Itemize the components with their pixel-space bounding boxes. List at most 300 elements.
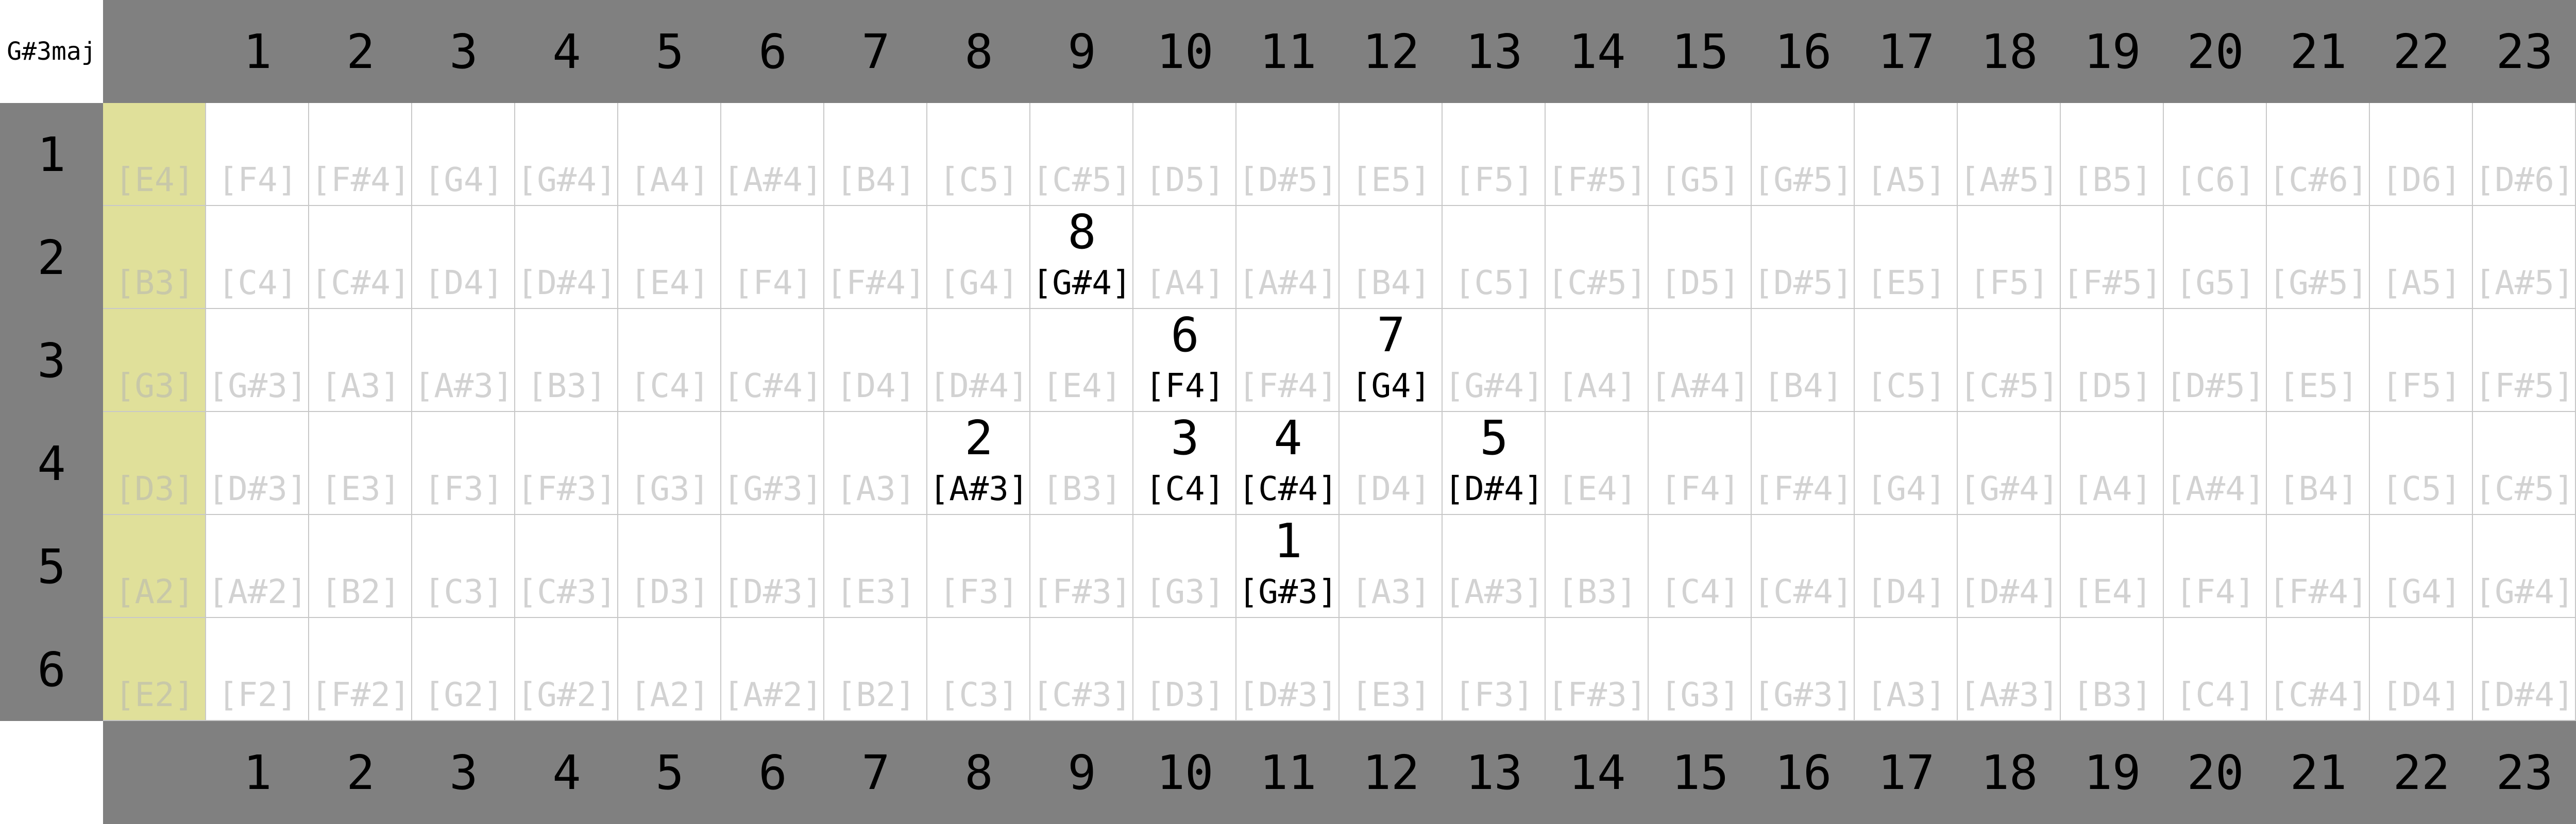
note-label: [D4]	[1866, 573, 1946, 611]
note-label: [A#3]	[1444, 573, 1544, 611]
note-label: [G2]	[423, 676, 504, 714]
fret-cell[interactable]	[206, 103, 309, 206]
note-label: [G#4]	[1032, 264, 1132, 302]
note-label: [A#2]	[208, 573, 308, 611]
chord-tone-cell[interactable]	[1236, 515, 1340, 618]
note-label: [D#4]	[1959, 573, 2059, 611]
fret-cell[interactable]	[1649, 103, 1752, 206]
finger-number: 3	[1171, 410, 1199, 466]
fret-cell[interactable]	[824, 412, 927, 515]
note-label: [A4]	[2072, 470, 2153, 508]
note-label: [F2]	[217, 676, 298, 714]
fret-cell[interactable]	[1030, 618, 1133, 721]
open-string-cell[interactable]	[103, 103, 206, 206]
fret-number-top: 19	[2083, 24, 2141, 79]
note-label: [F#4]	[1238, 367, 1338, 405]
fret-cell[interactable]	[2370, 103, 2473, 206]
fret-cell[interactable]	[721, 206, 824, 309]
note-label: [A#5]	[2475, 264, 2574, 302]
fret-cell[interactable]	[1236, 103, 1340, 206]
fret-cell[interactable]	[1236, 618, 1340, 721]
note-label: [G3]	[1145, 573, 1225, 611]
note-label: [A3]	[320, 367, 401, 405]
fret-cell[interactable]	[927, 206, 1030, 309]
open-string-cell[interactable]	[103, 412, 206, 515]
note-label: [A3]	[1866, 676, 1946, 714]
fret-cell[interactable]	[1649, 206, 1752, 309]
fret-cell[interactable]	[515, 515, 618, 618]
fret-number-top: 23	[2496, 24, 2553, 79]
fret-cell[interactable]	[2061, 103, 2164, 206]
fret-cell[interactable]	[1546, 412, 1649, 515]
fret-cell[interactable]	[1236, 309, 1340, 412]
chord-tone-cell[interactable]	[1030, 206, 1133, 309]
fret-cell[interactable]	[721, 618, 824, 721]
string-number-left: 4	[37, 436, 66, 491]
note-label: [C4]	[2175, 676, 2256, 714]
fret-number-bottom: 8	[964, 745, 993, 800]
fret-cell[interactable]	[1340, 618, 1443, 721]
fret-cell[interactable]	[618, 103, 721, 206]
fret-cell[interactable]	[1855, 309, 1958, 412]
fret-cell[interactable]	[927, 515, 1030, 618]
fret-cell[interactable]	[2061, 618, 2164, 721]
fret-cell[interactable]	[2473, 618, 2576, 721]
fret-cell[interactable]	[1443, 206, 1546, 309]
fret-cell[interactable]	[2267, 618, 2370, 721]
fret-cell[interactable]	[1546, 309, 1649, 412]
fret-cell[interactable]	[2267, 309, 2370, 412]
note-label: [D#4]	[517, 264, 617, 302]
note-label: [F5]	[2381, 367, 2462, 405]
fret-cell[interactable]	[412, 103, 515, 206]
note-label: [D#5]	[1753, 264, 1853, 302]
fret-cell[interactable]	[1340, 412, 1443, 515]
fret-cell[interactable]	[1752, 206, 1855, 309]
note-label: [E3]	[1351, 676, 1431, 714]
note-label: [A#4]	[1650, 367, 1750, 405]
fret-cell[interactable]	[1133, 103, 1236, 206]
fret-cell[interactable]	[618, 515, 721, 618]
note-label: [C4]	[217, 264, 298, 302]
finger-number: 2	[964, 410, 993, 466]
fret-cell[interactable]	[1855, 618, 1958, 721]
note-label: [C4]	[630, 367, 710, 405]
note-label: [G4]	[2381, 573, 2462, 611]
fret-cell[interactable]	[1546, 618, 1649, 721]
fret-cell[interactable]	[412, 618, 515, 721]
fret-cell[interactable]	[206, 412, 309, 515]
note-label: [F#3]	[1547, 676, 1647, 714]
note-label: [C4]	[1145, 470, 1225, 508]
note-label: [C4]	[1660, 573, 1740, 611]
fret-cell[interactable]	[206, 309, 309, 412]
note-label: [A5]	[1866, 161, 1946, 199]
fret-cell[interactable]	[1649, 309, 1752, 412]
note-label: [C#4]	[723, 367, 823, 405]
note-label: [F5]	[1969, 264, 2049, 302]
fret-cell[interactable]	[309, 412, 412, 515]
note-label: [D4]	[1351, 470, 1431, 508]
note-label: [F3]	[1454, 676, 1534, 714]
note-label: [D#5]	[1238, 161, 1338, 199]
fret-number-bottom: 4	[552, 745, 581, 800]
fret-cell[interactable]	[1752, 618, 1855, 721]
fret-cell[interactable]	[309, 309, 412, 412]
note-label: [C5]	[1866, 367, 1946, 405]
note-label: [C#6]	[2268, 161, 2368, 199]
note-label: [F4]	[1660, 470, 1740, 508]
fret-cell[interactable]	[2061, 309, 2164, 412]
fret-number-bottom: 1	[243, 745, 272, 800]
fret-cell[interactable]	[618, 206, 721, 309]
note-label: [A3]	[1351, 573, 1431, 611]
note-label: [E3]	[836, 573, 916, 611]
note-label: [G#4]	[1444, 367, 1544, 405]
string-number-left: 5	[37, 539, 66, 594]
note-label: [F#3]	[1032, 573, 1132, 611]
open-string-cell[interactable]	[103, 618, 206, 721]
note-label: [G#5]	[1753, 161, 1853, 199]
note-label: [B4]	[836, 161, 916, 199]
chord-tone-cell[interactable]	[1133, 309, 1236, 412]
note-label: [E4]	[2072, 573, 2153, 611]
finger-number: 7	[1377, 307, 1405, 363]
fret-cell[interactable]	[309, 206, 412, 309]
note-label: [G4]	[1866, 470, 1946, 508]
fret-cell[interactable]	[2267, 515, 2370, 618]
fret-number-bottom: 20	[2187, 745, 2244, 800]
fret-number-top: 14	[1568, 24, 1626, 79]
note-label: [E4]	[114, 161, 195, 199]
note-label: [G#4]	[1959, 470, 2059, 508]
string-number-left: 1	[37, 127, 66, 182]
note-label: [D4]	[2381, 676, 2462, 714]
fret-number-top: 17	[1877, 24, 1935, 79]
fret-cell[interactable]	[927, 103, 1030, 206]
note-label: [F4]	[2175, 573, 2256, 611]
note-label: [C6]	[2175, 161, 2256, 199]
note-label: [G5]	[1660, 161, 1740, 199]
fret-cell[interactable]	[1133, 618, 1236, 721]
note-label: [C#5]	[1032, 161, 1132, 199]
note-label: [D4]	[423, 264, 504, 302]
chord-tone-cell[interactable]	[927, 412, 1030, 515]
fret-cell[interactable]	[1443, 515, 1546, 618]
fret-cell[interactable]	[2370, 515, 2473, 618]
fret-number-top: 21	[2290, 24, 2347, 79]
fret-cell[interactable]	[309, 618, 412, 721]
note-label: [A4]	[1145, 264, 1225, 302]
fret-cell[interactable]	[2267, 206, 2370, 309]
fret-cell[interactable]	[2164, 618, 2267, 721]
fret-cell[interactable]	[2473, 206, 2576, 309]
note-label: [F#4]	[2268, 573, 2368, 611]
fret-cell[interactable]	[1546, 103, 1649, 206]
note-label: [C#4]	[1753, 573, 1853, 611]
fret-cell[interactable]	[1855, 412, 1958, 515]
fret-cell[interactable]	[206, 618, 309, 721]
fret-cell[interactable]	[309, 103, 412, 206]
note-label: [D6]	[2381, 161, 2462, 199]
fret-number-bottom: 12	[1362, 745, 1420, 800]
fret-number-bottom: 6	[758, 745, 787, 800]
note-label: [F#4]	[826, 264, 926, 302]
fret-cell[interactable]	[1855, 206, 1958, 309]
fret-cell[interactable]	[618, 412, 721, 515]
fret-cell[interactable]	[2164, 206, 2267, 309]
fret-number-top: 4	[552, 24, 581, 79]
note-label: [A4]	[630, 161, 710, 199]
fret-cell[interactable]	[1958, 412, 2061, 515]
note-label: [F3]	[423, 470, 504, 508]
fret-number-bottom: 2	[346, 745, 375, 800]
fret-cell[interactable]	[927, 618, 1030, 721]
note-label: [B5]	[2072, 161, 2153, 199]
note-label: [C#4]	[2268, 676, 2368, 714]
fret-cell[interactable]	[515, 206, 618, 309]
fret-cell[interactable]	[515, 103, 618, 206]
note-label: [G#2]	[517, 676, 617, 714]
note-label: [E5]	[1351, 161, 1431, 199]
note-label: [B3]	[114, 264, 195, 302]
fret-cell[interactable]	[515, 618, 618, 721]
fret-cell[interactable]	[1958, 206, 2061, 309]
fret-number-top: 5	[655, 24, 684, 79]
note-label: [F5]	[1454, 161, 1534, 199]
fret-cell[interactable]	[2267, 412, 2370, 515]
note-label: [A5]	[2381, 264, 2462, 302]
note-label: [B3]	[527, 367, 607, 405]
note-label: [E5]	[1866, 264, 1946, 302]
note-label: [D5]	[2072, 367, 2153, 405]
chord-tone-cell[interactable]	[1236, 412, 1340, 515]
chord-tone-cell[interactable]	[1133, 412, 1236, 515]
fret-cell[interactable]	[309, 515, 412, 618]
fret-cell[interactable]	[1649, 412, 1752, 515]
fret-cell[interactable]	[1340, 206, 1443, 309]
note-label: [F#5]	[1547, 161, 1647, 199]
fret-cell[interactable]	[1958, 309, 2061, 412]
fret-cell[interactable]	[1752, 103, 1855, 206]
fret-cell[interactable]	[2164, 309, 2267, 412]
fret-cell[interactable]	[1958, 515, 2061, 618]
fret-cell[interactable]	[1133, 515, 1236, 618]
fret-cell[interactable]	[412, 206, 515, 309]
fret-cell[interactable]	[2370, 206, 2473, 309]
fret-cell[interactable]	[1340, 103, 1443, 206]
fret-cell[interactable]	[1752, 309, 1855, 412]
note-label: [B2]	[836, 676, 916, 714]
note-label: [F#5]	[2062, 264, 2162, 302]
note-label: [B4]	[1351, 264, 1431, 302]
note-label: [B3]	[1557, 573, 1637, 611]
open-string-cell[interactable]	[103, 309, 206, 412]
chord-tone-cell[interactable]	[1340, 309, 1443, 412]
fret-cell[interactable]	[1855, 515, 1958, 618]
note-label: [F4]	[1145, 367, 1225, 405]
fret-cell[interactable]	[1443, 103, 1546, 206]
fret-cell[interactable]	[1958, 618, 2061, 721]
note-label: [E4]	[1557, 470, 1637, 508]
note-label: [D#4]	[1444, 470, 1544, 508]
note-label: [C#5]	[2475, 470, 2574, 508]
fret-cell[interactable]	[824, 309, 927, 412]
fret-cell[interactable]	[1546, 206, 1649, 309]
fret-number-top: 10	[1156, 24, 1214, 79]
note-label: [G4]	[939, 264, 1019, 302]
fret-number-top: 7	[861, 24, 890, 79]
note-label: [F3]	[939, 573, 1019, 611]
fret-cell[interactable]	[206, 515, 309, 618]
fret-cell[interactable]	[1133, 206, 1236, 309]
finger-number: 4	[1274, 410, 1302, 466]
fret-cell[interactable]	[412, 515, 515, 618]
fret-cell[interactable]	[1030, 412, 1133, 515]
fret-cell[interactable]	[2473, 412, 2576, 515]
fret-cell[interactable]	[2473, 515, 2576, 618]
note-label: [C3]	[423, 573, 504, 611]
fret-cell[interactable]	[721, 309, 824, 412]
note-label: [G#4]	[2475, 573, 2574, 611]
note-label: [D5]	[1660, 264, 1740, 302]
fret-cell[interactable]	[515, 309, 618, 412]
note-label: [D#5]	[2165, 367, 2265, 405]
fret-cell[interactable]	[2370, 618, 2473, 721]
fret-cell[interactable]	[2370, 412, 2473, 515]
fret-number-bottom: 7	[861, 745, 890, 800]
fret-cell[interactable]	[2164, 103, 2267, 206]
fret-number-bottom: 16	[1774, 745, 1832, 800]
note-label: [B3]	[2072, 676, 2153, 714]
fret-cell[interactable]	[2061, 515, 2164, 618]
note-label: [E4]	[1042, 367, 1122, 405]
finger-number: 8	[1067, 204, 1096, 260]
note-label: [D#3]	[1238, 676, 1338, 714]
note-label: [B3]	[1042, 470, 1122, 508]
note-label: [C#3]	[1032, 676, 1132, 714]
note-label: [G4]	[423, 161, 504, 199]
note-label: [G3]	[630, 470, 710, 508]
fret-cell[interactable]	[721, 412, 824, 515]
fret-cell[interactable]	[1030, 515, 1133, 618]
note-label: [C#5]	[1547, 264, 1647, 302]
note-label: [A4]	[1557, 367, 1637, 405]
note-label: [A#4]	[723, 161, 823, 199]
fret-number-top: 8	[964, 24, 993, 79]
note-label: [A3]	[836, 470, 916, 508]
string-number-left: 2	[37, 230, 66, 285]
note-label: [B4]	[2278, 470, 2359, 508]
fret-cell[interactable]	[927, 309, 1030, 412]
fret-cell[interactable]	[1443, 309, 1546, 412]
fret-cell[interactable]	[1030, 103, 1133, 206]
note-label: [D#3]	[723, 573, 823, 611]
note-label: [C#5]	[1959, 367, 2059, 405]
fret-cell[interactable]	[1236, 206, 1340, 309]
fret-number-bottom: 18	[1980, 745, 2038, 800]
fret-number-top: 2	[346, 24, 375, 79]
fret-number-top: 3	[449, 24, 478, 79]
fret-cell[interactable]	[2061, 206, 2164, 309]
fret-number-top: 18	[1980, 24, 2038, 79]
fret-number-top: 15	[1671, 24, 1729, 79]
note-label: [G5]	[2175, 264, 2256, 302]
fret-number-bottom: 19	[2083, 745, 2141, 800]
note-label: [G#3]	[723, 470, 823, 508]
note-label: [D3]	[1145, 676, 1225, 714]
note-label: [C3]	[939, 676, 1019, 714]
fret-cell[interactable]	[515, 412, 618, 515]
fret-cell[interactable]	[1649, 515, 1752, 618]
note-label: [C#3]	[517, 573, 617, 611]
note-label: [D4]	[836, 367, 916, 405]
fret-cell[interactable]	[1958, 103, 2061, 206]
fret-cell[interactable]	[2473, 103, 2576, 206]
fret-cell[interactable]	[824, 206, 927, 309]
fret-cell[interactable]	[824, 515, 927, 618]
fret-cell[interactable]	[2267, 103, 2370, 206]
fret-cell[interactable]	[206, 206, 309, 309]
chord-tone-cell[interactable]	[1443, 412, 1546, 515]
note-label: [G#4]	[517, 161, 617, 199]
fret-cell[interactable]	[2164, 412, 2267, 515]
note-label: [G4]	[1351, 367, 1431, 405]
fret-cell[interactable]	[618, 618, 721, 721]
note-label: [A2]	[630, 676, 710, 714]
open-string-cell[interactable]	[103, 206, 206, 309]
fret-cell[interactable]	[1443, 618, 1546, 721]
fret-cell[interactable]	[721, 103, 824, 206]
note-label: [D5]	[1145, 161, 1225, 199]
fret-cell[interactable]	[824, 103, 927, 206]
fret-cell[interactable]	[1649, 618, 1752, 721]
fret-cell[interactable]	[1030, 309, 1133, 412]
finger-number: 6	[1171, 307, 1199, 363]
fret-cell[interactable]	[412, 412, 515, 515]
fret-cell[interactable]	[721, 515, 824, 618]
fret-number-top: 11	[1259, 24, 1317, 79]
note-label: [A#2]	[723, 676, 823, 714]
fret-cell[interactable]	[1752, 412, 1855, 515]
fret-number-bottom: 10	[1156, 745, 1214, 800]
fret-cell[interactable]	[2061, 412, 2164, 515]
fret-cell[interactable]	[2164, 515, 2267, 618]
fret-number-bottom: 15	[1671, 745, 1729, 800]
fret-cell[interactable]	[1752, 515, 1855, 618]
fret-cell[interactable]	[2473, 309, 2576, 412]
fret-number-bottom: 3	[449, 745, 478, 800]
note-label: [C5]	[939, 161, 1019, 199]
fret-cell[interactable]	[412, 309, 515, 412]
fret-number-bottom: 13	[1465, 745, 1523, 800]
fret-cell[interactable]	[1340, 515, 1443, 618]
fret-cell[interactable]	[2370, 309, 2473, 412]
note-label: [D3]	[630, 573, 710, 611]
fret-cell[interactable]	[1855, 103, 1958, 206]
note-label: [G3]	[1660, 676, 1740, 714]
string-number-left: 3	[37, 333, 66, 388]
fret-cell[interactable]	[824, 618, 927, 721]
string-number-left: 6	[37, 642, 66, 697]
open-string-cell[interactable]	[103, 515, 206, 618]
note-label: [A#5]	[1959, 161, 2059, 199]
fret-cell[interactable]	[1546, 515, 1649, 618]
fret-cell[interactable]	[618, 309, 721, 412]
note-label: [G#3]	[1238, 573, 1338, 611]
fret-number-top: 9	[1067, 24, 1096, 79]
note-label: [F#3]	[517, 470, 617, 508]
